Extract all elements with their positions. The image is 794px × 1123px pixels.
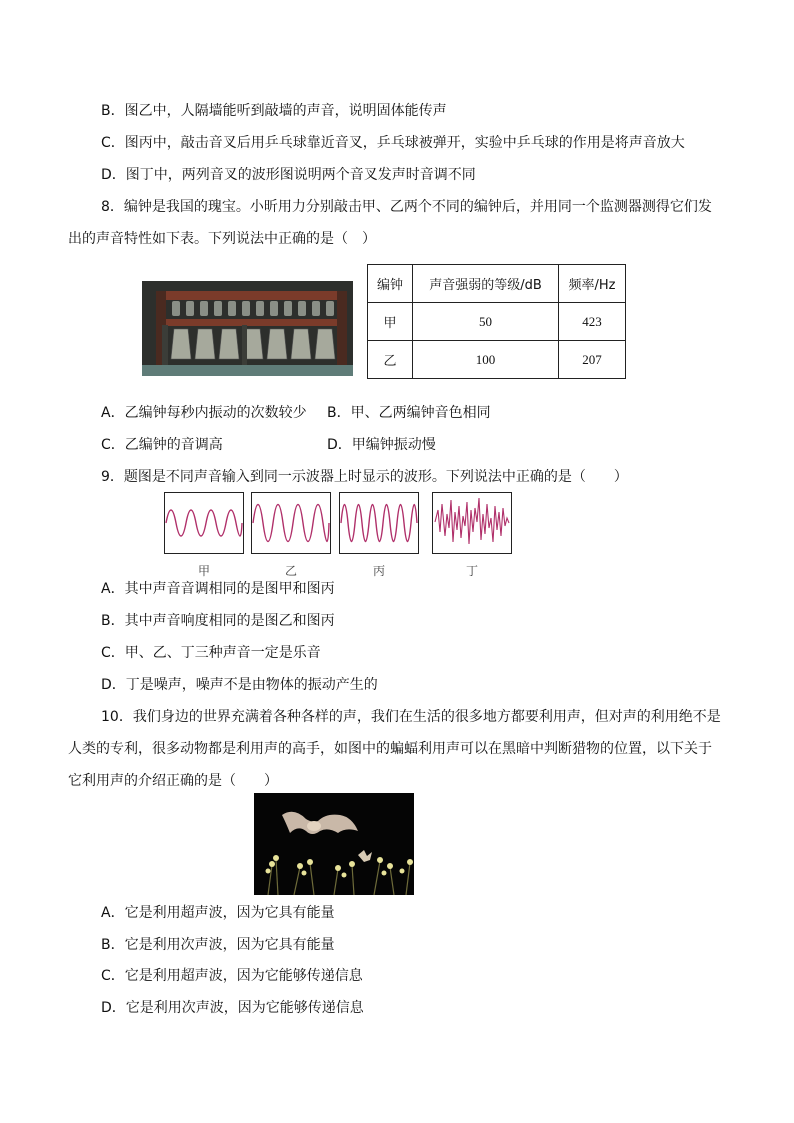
- table-cell: 100: [413, 341, 559, 379]
- q7-option-b: B．图乙中，人隔墙能听到敲墙的声音，说明固体能传声: [101, 103, 447, 119]
- table-cell: 423: [559, 303, 626, 341]
- q7-option-c: C．图丙中，敲击音叉后用乒乓球靠近音叉，乒乓球被弹开，实验中乒乓球的作用是将声音放大: [101, 135, 685, 151]
- q8-option-d: D．甲编钟振动慢: [327, 437, 436, 453]
- q9-option-d: D．丁是噪声，噪声不是由物体的振动产生的: [101, 677, 378, 693]
- q8-option-a: A．乙编钟每秒内振动的次数较少: [101, 405, 307, 421]
- q7-option-d: D．图丁中，两列音叉的波形图说明两个音叉发声时音调不同: [101, 167, 476, 183]
- q10-option-c: C．它是利用超声波，因为它能够传递信息: [101, 968, 363, 984]
- q10-option-b: B．它是利用次声波，因为它具有能量: [101, 937, 335, 953]
- q10-stem-line1: 10．我们身边的世界充满着各种各样的声，我们在生活的很多地方都要利用声，但对声的利用绝不是: [101, 709, 721, 725]
- q8-stem-line1: 8．编钟是我国的瑰宝。小昕用力分别敲击甲、乙两个不同的编钟后，并用同一个监测器测得它们发: [101, 199, 712, 215]
- q8-option-c: C．乙编钟的音调高: [101, 437, 223, 453]
- waveform-ding: [432, 492, 512, 554]
- table-row: [368, 303, 626, 341]
- table-row: [368, 341, 626, 379]
- table-cell: 207: [559, 341, 626, 379]
- bell-data-table: [367, 264, 626, 379]
- waveform-bing: [339, 492, 419, 554]
- q9-option-a: A．其中声音音调相同的是图甲和图丙: [101, 581, 335, 597]
- waveform-label-bing: 丙: [372, 564, 385, 578]
- waveform-jia: [164, 492, 244, 554]
- q9-option-b: B．其中声音响度相同的是图乙和图丙: [101, 613, 335, 629]
- q9-option-c: C．甲、乙、丁三种声音一定是乐音: [101, 645, 321, 661]
- waveform-label-ding: 丁: [465, 564, 478, 578]
- table-cell: 甲: [368, 303, 413, 341]
- table-cell: 乙: [368, 341, 413, 379]
- q10-option-d: D．它是利用次声波，因为它能够传递信息: [101, 1000, 364, 1016]
- q10-stem-line3: 它利用声的介绍正确的是（ ）: [68, 773, 278, 789]
- waveform-label-jia: 甲: [197, 564, 210, 578]
- q8-stem-line2: 出的声音特性如下表。下列说法中正确的是（ ）: [68, 231, 376, 247]
- table-header: 声音强弱的等级/dB: [413, 265, 559, 303]
- table-header: 编钟: [368, 265, 413, 303]
- bat-hunting-photo: [254, 793, 414, 895]
- q10-option-a: A．它是利用超声波，因为它具有能量: [101, 905, 335, 921]
- waveform-yi: [251, 492, 331, 554]
- table-cell: 50: [413, 303, 559, 341]
- bianzhong-bells-photo: [142, 281, 353, 376]
- waveform-label-yi: 乙: [284, 564, 297, 578]
- q9-stem: 9．题图是不同声音输入到同一示波器上时显示的波形。下列说法中正确的是（ ）: [101, 469, 628, 485]
- table-header: 频率/Hz: [559, 265, 626, 303]
- q8-option-b: B．甲、乙两编钟音色相同: [327, 405, 491, 421]
- q10-stem-line2: 人类的专利，很多动物都是利用声的高手，如图中的蝙蝠利用声可以在黑暗中判断猎物的位置，以下关于: [68, 741, 712, 757]
- table-header-row: [368, 265, 626, 303]
